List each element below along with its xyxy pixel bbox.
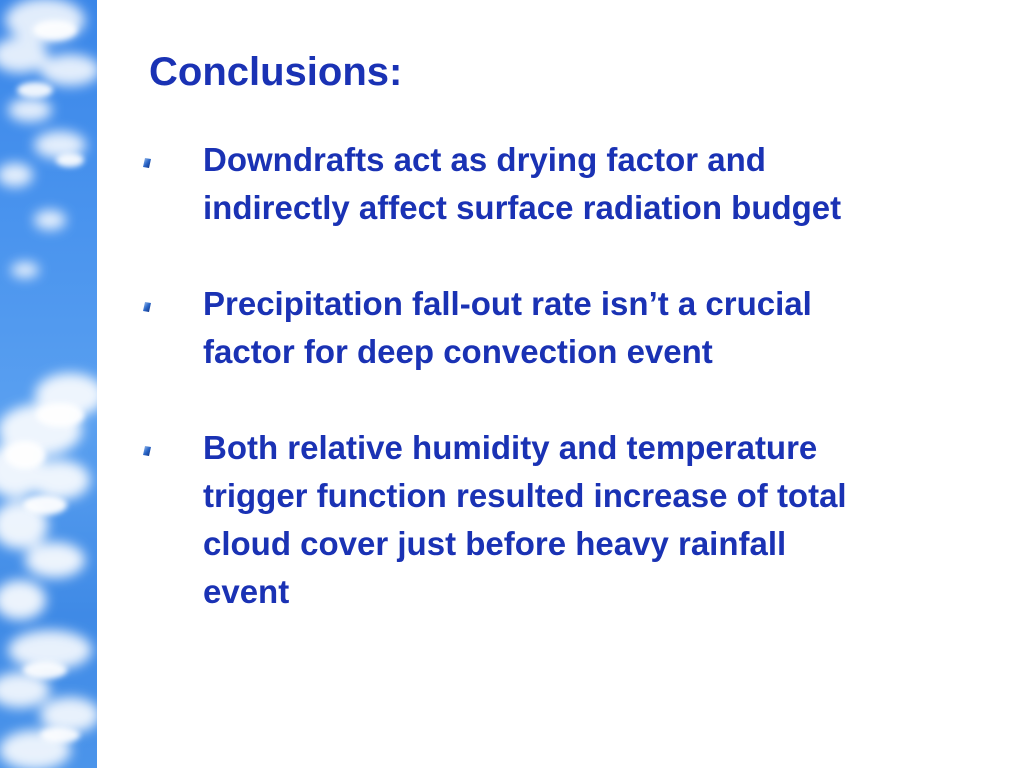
bullet-line: event — [203, 573, 290, 610]
slide-title: Conclusions: — [149, 50, 403, 94]
square-bullet-icon — [143, 158, 151, 168]
bullet-line: Precipitation fall-out rate isn’t a crucial — [203, 285, 812, 322]
bullet-line: Both relative humidity and temperature — [203, 429, 818, 466]
bullet-line: indirectly affect surface radiation budget — [203, 189, 842, 226]
bullet-line: trigger function resulted increase of total — [203, 477, 847, 514]
square-bullet-icon — [143, 446, 151, 456]
sky-clouds-image — [0, 0, 97, 768]
bullet-item — [140, 280, 1010, 376]
bullet-line: factor for deep convection event — [203, 333, 713, 370]
bullet-item — [140, 136, 1010, 232]
bullet-list — [140, 136, 1010, 664]
bullet-line: Downdrafts act as drying factor and — [203, 141, 766, 178]
bullet-line: cloud cover just before heavy rainfall — [203, 525, 787, 562]
bullet-item — [140, 424, 1010, 616]
sky-clouds-graphic — [0, 0, 97, 768]
square-bullet-icon — [143, 302, 151, 312]
